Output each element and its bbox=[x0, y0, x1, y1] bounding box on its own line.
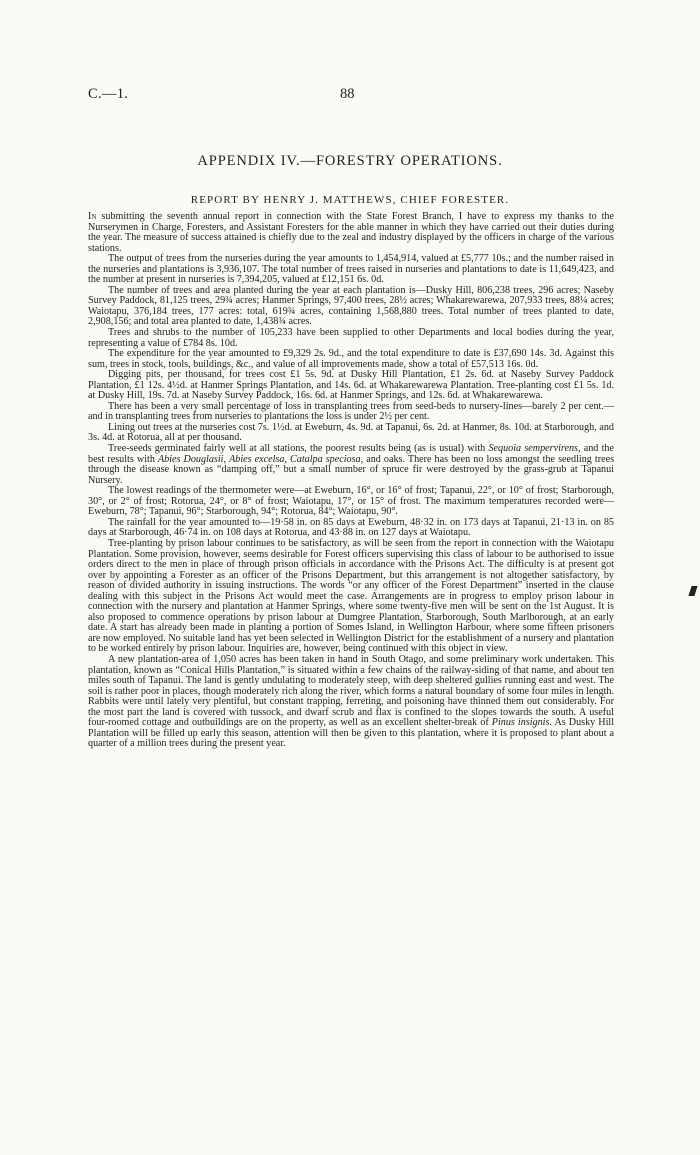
paragraph-lead: In bbox=[88, 211, 97, 222]
document-reference: C.—1. bbox=[88, 86, 129, 102]
page-number: 88 bbox=[340, 86, 355, 102]
report-subtitle: REPORT BY HENRY J. MATTHEWS, CHIEF FORESTER. bbox=[190, 194, 510, 206]
paragraph: A new plantation-area of 1,050 acres has been taken in hand in South Otago, and some preliminary work undertaken. This plantation, known as “Conical Hills Plantation,” is situated within a few chains of the railway-siding of that name, and about ten miles south of Tapanui. The land is gently undulating to moderately steep, with deep sheltered gullies running east and west. The soil is rather poor in places, though moderately rich along the river, which forms a natural boundary of some four miles in length. Rabbits were until lately very plentiful, but constant trapping, ferreting, and poisoning have thinned them out considerably. For the most part the land is covered with tussock, and dwarf scrub and flax is confined to the slopes towards the south. A useful four-roomed cottage and outbuildings are on the property, as well as an excellent shelter-break of Pinus insignis. As Dusky Hill Plantation will be filled up early this season, attention will then be given to this plantation, where it is proposed to plant about a quarter of a million trees during the present year. bbox=[88, 653, 615, 750]
paragraph bbox=[88, 212, 614, 254]
paragraph: The lowest readings of the thermometer were—at Eweburn, 16°, or 16° of frost; Tapanui, 22°, or 10° of frost; Starborough, 30°, or 2° of frost; Rotorua, 24°, or 8° of frost; Waiotapu, 17°, or 15° of frost. The maximum temperatures recorded were—Eweburn, 78°; Tapanui, 96°; Starborough, 94°; Rotorua, 84°; Waiotapu, 90°. bbox=[88, 485, 614, 518]
appendix-title: APPENDIX IV.—FORESTRY OPERATIONS. bbox=[197, 153, 503, 169]
paragraph: Tree-seeds germinated fairly well at all stations, the poorest results being (as is usual) with Sequoia sempervirens, and the best results with Abies Douglasii, Abies excelsa, Catalpa speciosa, and oaks. There has been no loss amongst the seedling trees through the disease known as “damping off,” but a small number of spruce fir were destroyed by the grass-grub at Tapanui Nursery. bbox=[88, 443, 615, 486]
paragraph: Trees and shrubs to the number of 105,233 have been supplied to other Departments and local bodies during the year, representing a value of £784 8s. 10d. bbox=[88, 327, 614, 349]
paragraph: Lining out trees at the nurseries cost 7s. 1½d. at Eweburn, 4s. 9d. at Tapanui, 6s. 2d. at Hanmer, 8s. 10d. at Starborough, and 3s. 4d. at Rotorua, all at per thousand. bbox=[88, 421, 614, 444]
paragraph: The rainfall for the year amounted to—19·58 in. on 85 days at Eweburn, 48·32 in. on 173 days at Tapanui, 21·13 in. on 85 days at Starborough, 46·74 in. on 108 days at Rotorua, and 43·88 in. on 127 days at Waiotapu. bbox=[88, 516, 614, 539]
report-body bbox=[88, 212, 614, 750]
paragraph: Tree-planting by prison labour continues to be satisfactory, as will be seen from the report in connection with the Waiotapu Plantation. Some provision, however, seems desirable for Forest officers supervising this class of labour to be authorised to issue orders direct to the men in place of through prison officials in accordance with the Prisons Act. The difficulty is at present got over by appointing a Forester as an officer of the Prisons Department, but this arrangement is not altogether satisfactory, by reason of divided authority in issuing instructions. The words “or any officer of the Forest Department” inserted in the clause dealing with this subject in the Prisons Act would meet the case. Arrangements are in progress to employ prison labour in connection with the nursery and plantation at Hanmer Springs, where some twenty-five men will be sent on the 1st August. It is also proposed to commence operations by prison labour at Dumgree Plantation, Starborough, South Marlborough, at an early date. A start has already been made in planting a portion of Somes Island, in Wellington Harbour, where some fifteen prisoners are now employed. No suitable land has yet been selected in Wellington District for the establishment of a nursery and plantation to be worked entirely by prison labour. Inquiries are, however, being continued with this object in view. bbox=[88, 537, 614, 655]
scan-edge-mark bbox=[688, 586, 697, 596]
paragraph: Digging pits, per thousand, for trees cost £1 5s. 9d. at Dusky Hill Plantation, £1 2s. 6d. at Naseby Survey Paddock Plantation, £1 12s. 4½d. at Hanmer Springs Plantation, and 14s. 6d. at Whakarewarewa Plantation. Tree-planting cost £1 5s. 1d. at Dusky Hill, 19s. 7d. at Naseby Survey Paddock, 16s. 6d. at Hanmer Springs, and 12s. 6d. at Whakarewarewa. bbox=[88, 369, 614, 402]
paragraph: The output of trees from the nurseries during the year amounts to 1,454,914, valued at £5,777 10s.; and the number raised in the nurseries and plantations is 3,936,107. The total number of trees raised in nurseries and plantations to date is 11,649,423, and the number at present in nurseries is 7,394,205, valued at £12,151 6s. 0d. bbox=[88, 253, 614, 286]
paragraph: The expenditure for the year amounted to £9,329 2s. 9d., and the total expenditure to date is £37,690 14s. 3d. Against this sum, trees in stock, tools, buildings, &c., and value of all improvements made, show a total of £57,513 16s. 0d. bbox=[88, 348, 614, 370]
paragraph: There has been a very small percentage of loss in transplanting trees from seed-beds to nursery-lines—barely 2 per cent.—and in transplanting trees from nurseries to plantations the loss is under 2½ per cent. bbox=[88, 400, 614, 423]
paragraph-text: submitting the seventh annual report in connection with the State Forest Branch, I have to express my thanks to the Nurserymen in Charge, Foresters, and Assistant Foresters for the able manner in which they have carried out their duties during the year. The measure of success attained is chiefly due to the zeal and industry displayed by the officers in charge of the various stations. bbox=[88, 211, 614, 254]
paragraph: The number of trees and area planted during the year at each plantation is—Dusky Hill, 806,238 trees, 296 acres; Naseby Survey Paddock, 81,125 trees, 29¾ acres; Hanmer Springs, 97,400 trees, 28½ acres; Whakarewarewa, 207,933 trees, 88¼ acres; Waiotapu, 376,184 trees, 177 acres: total, 619¾ acres, containing 1,568,880 trees. Total number of trees planted to date, 2,908,156; and total area planted to date, 1,438¾ acres. bbox=[88, 284, 614, 328]
